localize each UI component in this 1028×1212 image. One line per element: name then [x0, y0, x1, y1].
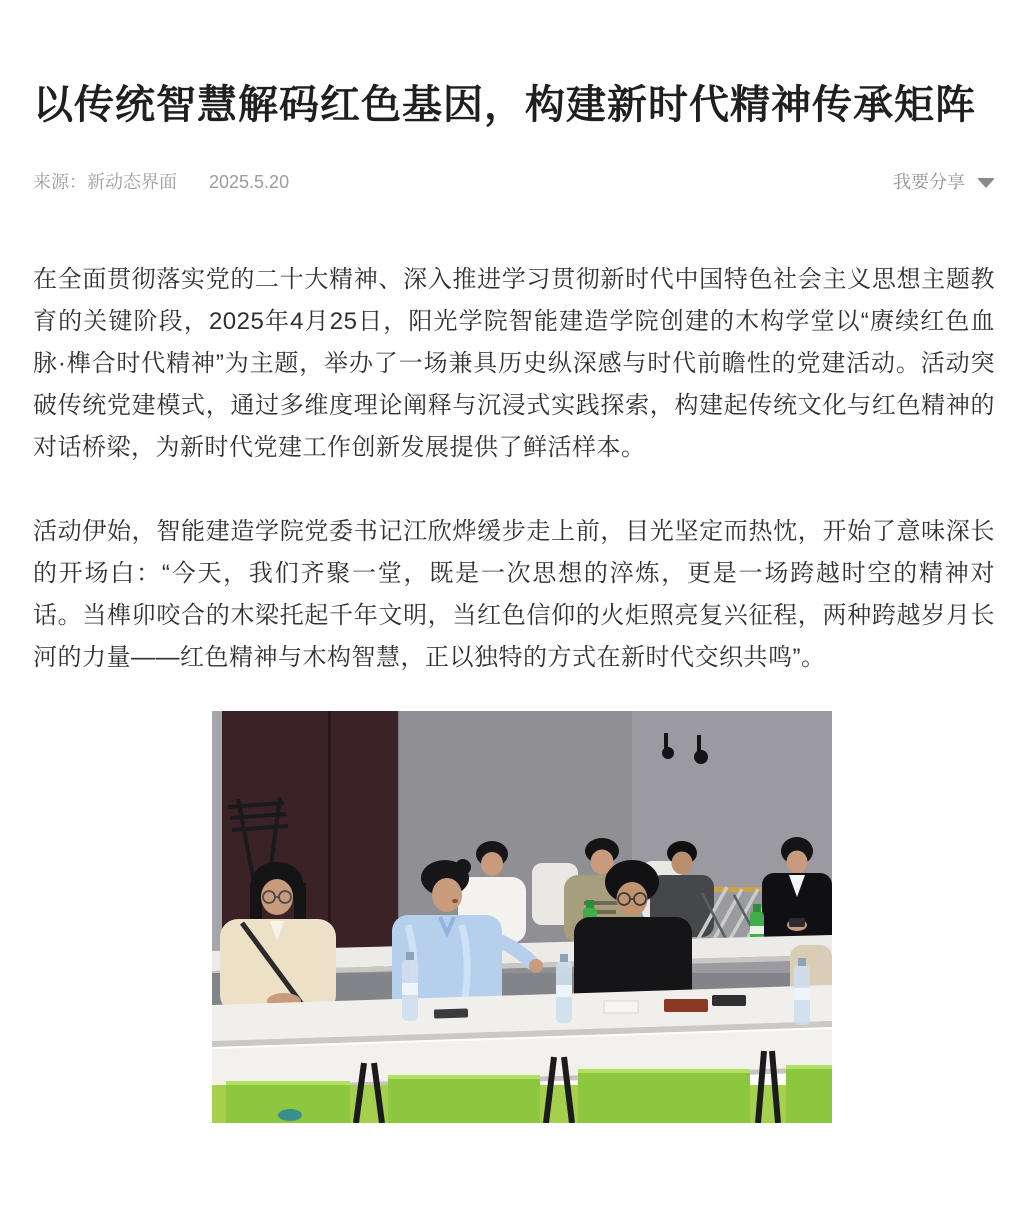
water-bottle	[794, 958, 810, 1025]
meeting-room-photo-illustration	[212, 711, 832, 1123]
meta-left	[33, 170, 289, 195]
paragraph-2: 活动伊始，智能建造学院党委书记江欣烨缓步走上前，目光坚定而热忱，开始了意味深长的开场白：“今天，我们齐聚一堂，既是一次思想的淬炼，更是一场跨越时空的精神对话。当榫卯咬合的木梁托起千年文明，当红色信仰的火炬照亮复兴征程，两种跨越岁月长河的力量——红色精神与木构智慧，正以独特的方式在新时代交织共鸣”。	[33, 518, 995, 671]
meta-row	[33, 170, 995, 195]
shoe	[278, 1109, 302, 1121]
article-title: 以传统智慧解码红色基因，构建新时代精神传承矩阵	[33, 83, 976, 127]
article-photo	[212, 711, 832, 1123]
water-bottle	[556, 954, 572, 1023]
article-body	[33, 259, 995, 679]
water-bottle	[402, 952, 418, 1021]
share-label: 我要分享	[893, 172, 965, 192]
article-page	[0, 78, 1028, 1123]
article-date: 2025.5.20	[209, 172, 290, 192]
article-source: 来源：新动态界面	[33, 172, 177, 192]
caret-down-icon	[977, 178, 995, 188]
paragraph-1: 在全面贯彻落实党的二十大精神、深入推进学习贯彻新时代中国特色社会主义思想主题教育的关键阶段，2025年4月25日，阳光学院智能建造学院创建的木构学堂以“赓续红色血脉·榫合时代精神”为主题，举办了一场兼具历史纵深感与时代前瞻性的党建活动。活动突破传统党建模式，通过多维度理论阐释与沉浸式实践探索，构建起传统文化与红色精神的对话桥梁，为新时代党建工作创新发展提供了鲜活样本。	[33, 266, 995, 461]
share-button[interactable]	[893, 170, 995, 195]
